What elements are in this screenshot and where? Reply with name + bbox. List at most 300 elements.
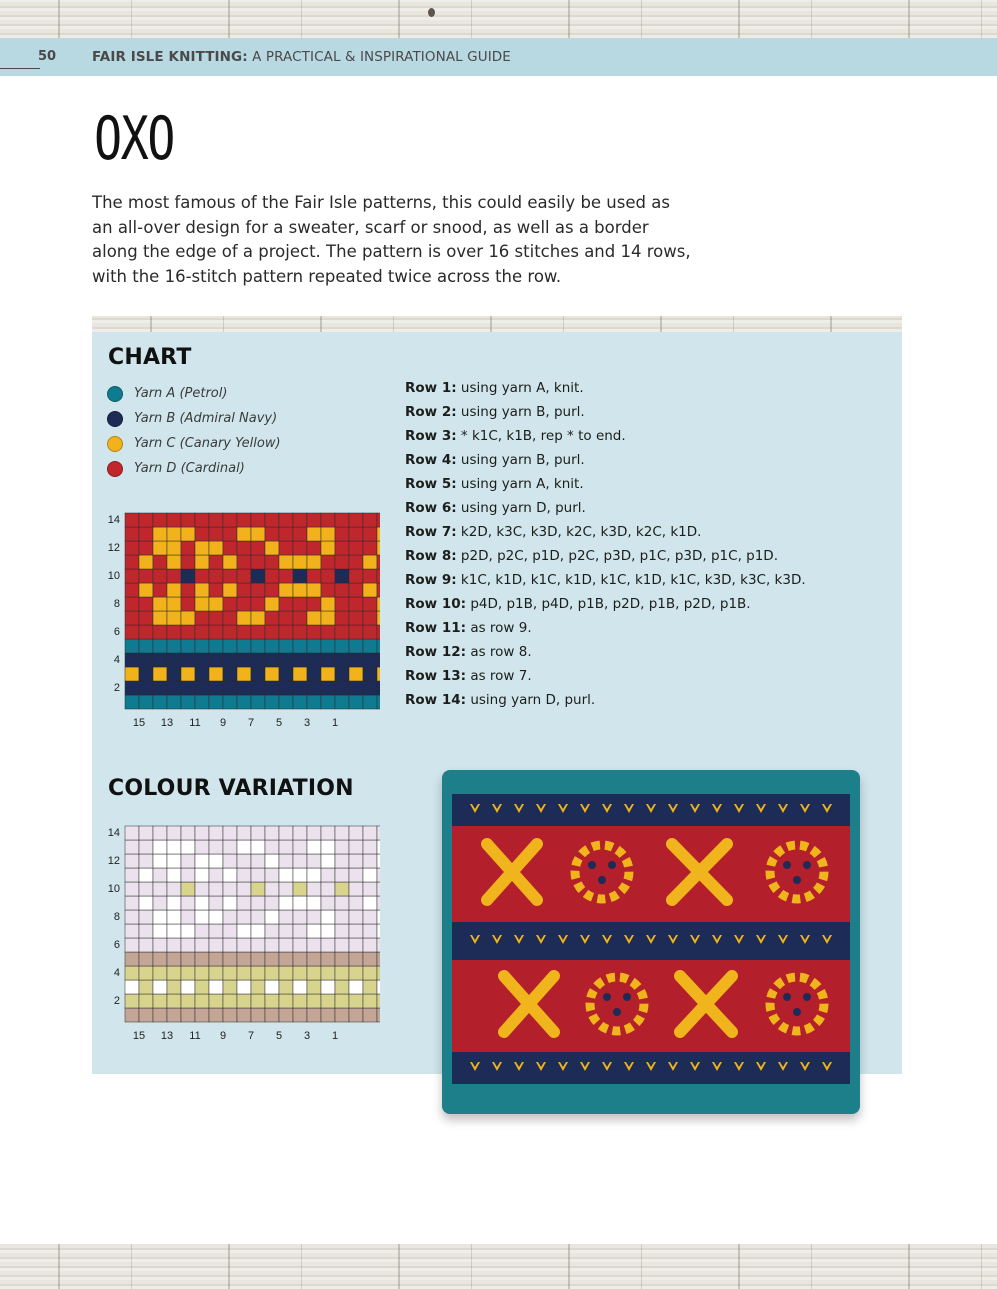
chart-cell <box>125 980 139 994</box>
chart-cell <box>279 910 293 924</box>
chart-cell <box>293 569 307 583</box>
chart-cell <box>265 896 279 910</box>
chart-cell <box>125 653 139 667</box>
chart-cell <box>335 583 349 597</box>
chart-cell <box>335 639 349 653</box>
chart-cell <box>293 826 307 840</box>
instruction-row <box>405 690 806 714</box>
chart-cell <box>307 924 321 938</box>
chart-cell <box>265 826 279 840</box>
chart-cell <box>223 938 237 952</box>
chart-cell <box>377 513 380 527</box>
chart-cell <box>167 695 181 709</box>
chart-cell <box>335 611 349 625</box>
row-number-label: 4 <box>113 654 120 666</box>
chart-cell <box>125 1008 139 1022</box>
swatch-v-stitch <box>778 935 788 944</box>
legend-label: Yarn A (Petrol) <box>134 386 228 401</box>
chart-cell <box>279 681 293 695</box>
book-title <box>92 49 511 65</box>
chart-cell <box>195 625 209 639</box>
chart-cell <box>153 882 167 896</box>
chart-cell <box>167 826 181 840</box>
chart-cell <box>251 667 265 681</box>
chart-cell <box>321 994 335 1008</box>
chart-cell <box>223 966 237 980</box>
chart-cell <box>237 555 251 569</box>
chart-cell <box>321 583 335 597</box>
chart-cell <box>377 966 380 980</box>
chart-cell <box>293 938 307 952</box>
chart-cell <box>321 555 335 569</box>
chart-cell <box>321 667 335 681</box>
chart-cell <box>293 966 307 980</box>
chart-cell <box>153 555 167 569</box>
row-text: * k1C, k1B, rep * to end. <box>456 428 626 444</box>
swatch-v-stitch <box>536 1062 546 1071</box>
chart-cell <box>321 980 335 994</box>
row-number-label: 14 <box>107 827 120 839</box>
chart-cell <box>349 826 363 840</box>
chart-cell <box>279 840 293 854</box>
chart-cell <box>293 555 307 569</box>
chart-cell <box>251 924 265 938</box>
chart-cell <box>265 583 279 597</box>
chart-cell <box>209 611 223 625</box>
row-number-label: 10 <box>107 883 120 895</box>
swatch-v-stitch <box>800 804 810 813</box>
chart-cell <box>307 980 321 994</box>
swatch-v-stitch <box>712 804 722 813</box>
chart-cell <box>349 527 363 541</box>
chart-cell <box>195 840 209 854</box>
swatch-v-stitch <box>470 935 480 944</box>
chart-cell <box>195 611 209 625</box>
wood-background-top <box>0 0 997 38</box>
chart-cell <box>195 826 209 840</box>
chart-cell <box>167 938 181 952</box>
chart-cell <box>335 555 349 569</box>
swatch-v-stitch <box>514 804 524 813</box>
chart-cell <box>223 1008 237 1022</box>
chart-cell <box>223 980 237 994</box>
legend-label: Yarn C (Canary Yellow) <box>134 436 281 451</box>
chart-cell <box>125 527 139 541</box>
stitch-number-label: 1 <box>331 1030 339 1042</box>
chart-cell <box>363 1008 377 1022</box>
swatch-motifs <box>442 770 860 1114</box>
chart-cell <box>139 896 153 910</box>
chart-cell <box>223 681 237 695</box>
chart-cell <box>209 639 223 653</box>
chart-cell <box>223 994 237 1008</box>
chart-cell <box>139 681 153 695</box>
chart-cell <box>251 910 265 924</box>
chart-cell <box>167 597 181 611</box>
chart-cell <box>321 882 335 896</box>
chart-cell <box>307 1008 321 1022</box>
chart-cell <box>125 952 139 966</box>
chart-cell <box>293 527 307 541</box>
yarn-legend <box>107 381 281 481</box>
chart-cell <box>223 882 237 896</box>
chart-cell <box>349 695 363 709</box>
row-text: p4D, p1B, p4D, p1B, p2D, p1B, p2D, p1B. <box>466 596 751 612</box>
swatch-v-stitch <box>514 935 524 944</box>
chart-cell <box>209 994 223 1008</box>
chart-cell <box>307 882 321 896</box>
row-number-label: 12 <box>107 855 120 867</box>
chart-cell <box>139 840 153 854</box>
chart-cell <box>237 882 251 896</box>
chart-cell <box>153 1008 167 1022</box>
chart-cell <box>363 840 377 854</box>
chart-cell <box>265 1008 279 1022</box>
chart-cell <box>209 597 223 611</box>
swatch-v-stitch <box>778 1062 788 1071</box>
chart-cell <box>377 840 380 854</box>
intro-line: an all-over design for a sweater, scarf or snood, as well as a border <box>92 217 649 237</box>
chart-cell <box>125 854 139 868</box>
chart-cell <box>293 980 307 994</box>
row-number-label: 6 <box>113 939 120 951</box>
chart-cell <box>139 980 153 994</box>
swatch-v-stitch <box>558 804 568 813</box>
chart-cell <box>279 966 293 980</box>
swatch-v-stitch <box>536 804 546 813</box>
chart-cell <box>167 583 181 597</box>
chart-cell <box>335 695 349 709</box>
chart-cell <box>223 625 237 639</box>
chart-cell <box>153 980 167 994</box>
row-label: Row 13: <box>405 668 467 684</box>
row-label: Row 1: <box>405 380 457 396</box>
chart-cell <box>377 938 380 952</box>
yarn-d-color-dot <box>107 461 123 477</box>
chart-cell <box>363 938 377 952</box>
chart-cell <box>321 639 335 653</box>
swatch-v-stitch <box>602 935 612 944</box>
legend-item-yarn-a <box>107 381 281 406</box>
intro-paragraph <box>92 191 691 289</box>
chart-cell <box>223 597 237 611</box>
chart-cell <box>335 840 349 854</box>
chart-cell <box>265 882 279 896</box>
chart-cell <box>125 994 139 1008</box>
chart-cell <box>335 952 349 966</box>
chart-cell <box>363 513 377 527</box>
chart-cell <box>307 639 321 653</box>
chart-cell <box>265 527 279 541</box>
chart-cell <box>237 541 251 555</box>
chart-cell <box>195 882 209 896</box>
chart-cell <box>377 611 380 625</box>
chart-cell <box>139 583 153 597</box>
row-text: using yarn B, purl. <box>456 404 585 420</box>
chart-cell <box>265 868 279 882</box>
chart-cell <box>167 840 181 854</box>
chart-cell <box>321 868 335 882</box>
chart-cell <box>223 667 237 681</box>
chart-cell <box>265 597 279 611</box>
chart-cell <box>237 667 251 681</box>
chart-cell <box>125 541 139 555</box>
chart-cell <box>237 896 251 910</box>
chart-cell <box>139 653 153 667</box>
chart-cell <box>335 681 349 695</box>
chart-cell <box>237 695 251 709</box>
chart-cell <box>265 980 279 994</box>
chart-cell <box>195 1008 209 1022</box>
chart-cell <box>251 527 265 541</box>
yarn-c-color-dot <box>107 436 123 452</box>
chart-cell <box>335 882 349 896</box>
chart-cell <box>377 555 380 569</box>
chart-cell <box>265 910 279 924</box>
chart-cell <box>251 639 265 653</box>
chart-cell <box>307 966 321 980</box>
chart-cell <box>349 681 363 695</box>
chart-cell <box>335 653 349 667</box>
chart-cell <box>349 583 363 597</box>
instruction-row <box>405 378 806 402</box>
stitch-number-label: 9 <box>219 717 227 729</box>
chart-cell <box>209 938 223 952</box>
colour-variation-heading: COLOUR VARIATION <box>108 776 354 801</box>
chart-cell <box>265 840 279 854</box>
chart-cell <box>349 597 363 611</box>
chart-cell <box>321 910 335 924</box>
chart-cell <box>167 1008 181 1022</box>
swatch-v-stitch <box>822 804 832 813</box>
chart-cell <box>125 569 139 583</box>
chart-cell <box>335 924 349 938</box>
yarn-a-color-dot <box>107 386 123 402</box>
chart-cell <box>349 569 363 583</box>
swatch-v-stitch <box>756 1062 766 1071</box>
chart-cell <box>209 667 223 681</box>
chart-cell <box>237 938 251 952</box>
chart-cell <box>167 653 181 667</box>
chart-cell <box>153 966 167 980</box>
row-label: Row 11: <box>405 620 467 636</box>
chart-cell <box>251 896 265 910</box>
chart-cell <box>153 840 167 854</box>
swatch-v-stitch <box>690 1062 700 1071</box>
chart-cell <box>181 924 195 938</box>
chart-cell <box>265 681 279 695</box>
chart-cell <box>251 597 265 611</box>
chart-cell <box>307 555 321 569</box>
chart-cell <box>307 569 321 583</box>
chart-cell <box>237 854 251 868</box>
running-header <box>0 38 997 76</box>
chart-cell <box>349 924 363 938</box>
swatch-o-motif <box>590 977 644 1031</box>
chart-cell <box>377 597 380 611</box>
chart-cell <box>279 868 293 882</box>
chart-cell <box>377 681 380 695</box>
chart-cell <box>251 653 265 667</box>
swatch-x-motif <box>487 844 537 900</box>
chart-cell <box>307 896 321 910</box>
swatch-v-stitch <box>580 1062 590 1071</box>
stitch-number-label: 7 <box>247 717 255 729</box>
chart-cell <box>293 541 307 555</box>
swatch-x-motif <box>672 844 727 900</box>
chart-cell <box>237 1008 251 1022</box>
instruction-row <box>405 666 806 690</box>
chart-cell <box>307 653 321 667</box>
chart-cell <box>153 625 167 639</box>
chart-cell <box>125 597 139 611</box>
panel-wood-strip <box>92 316 902 332</box>
chart-cell <box>349 513 363 527</box>
yarn-b-color-dot <box>107 411 123 427</box>
stitch-number-label: 13 <box>160 717 174 729</box>
chart-cell <box>363 695 377 709</box>
chart-cell <box>279 826 293 840</box>
chart-cell <box>377 910 380 924</box>
chart-cell <box>195 653 209 667</box>
chart-cell <box>265 924 279 938</box>
chart-cell <box>251 583 265 597</box>
chart-cell <box>349 854 363 868</box>
chart-cell <box>251 695 265 709</box>
chart-cell <box>139 1008 153 1022</box>
chart-cell <box>335 896 349 910</box>
chart-cell <box>307 994 321 1008</box>
row-label: Row 12: <box>405 644 467 660</box>
page-number: 50 <box>38 49 57 64</box>
chart-cell <box>167 868 181 882</box>
swatch-v-stitch <box>734 935 744 944</box>
row-label: Row 6: <box>405 500 457 516</box>
row-instructions <box>405 378 806 714</box>
chart-cell <box>335 513 349 527</box>
chart-cell <box>279 555 293 569</box>
chart-cell <box>363 583 377 597</box>
chart-cell <box>363 653 377 667</box>
chart-cell <box>377 541 380 555</box>
chart-cell <box>195 994 209 1008</box>
chart-cell <box>153 868 167 882</box>
chart-cell <box>363 541 377 555</box>
chart-cell <box>321 952 335 966</box>
chart-cell <box>335 667 349 681</box>
swatch-v-stitch <box>492 1062 502 1071</box>
chart-cell <box>335 966 349 980</box>
swatch-v-stitch <box>712 935 722 944</box>
chart-cell <box>265 966 279 980</box>
row-label: Row 9: <box>405 572 457 588</box>
chart-cell <box>307 583 321 597</box>
row-label: Row 7: <box>405 524 457 540</box>
chart-cell <box>153 597 167 611</box>
chart-cell <box>335 980 349 994</box>
swatch-v-stitch <box>800 935 810 944</box>
chart-cell <box>307 868 321 882</box>
chart-cell <box>181 966 195 980</box>
swatch-v-stitch <box>712 1062 722 1071</box>
chart-cell <box>125 924 139 938</box>
chart-cell <box>321 695 335 709</box>
chart-cell <box>167 966 181 980</box>
row-label: Row 2: <box>405 404 457 420</box>
chart-cell <box>237 840 251 854</box>
chart-cell <box>293 597 307 611</box>
chart-cell <box>321 966 335 980</box>
chart-cell <box>279 1008 293 1022</box>
chart-cell <box>265 555 279 569</box>
chart-cell <box>279 882 293 896</box>
chart-cell <box>265 569 279 583</box>
chart-cell <box>307 611 321 625</box>
chart-cell <box>125 938 139 952</box>
chart-cell <box>153 667 167 681</box>
stitch-number-label: 9 <box>219 1030 227 1042</box>
chart-cell <box>377 695 380 709</box>
chart-cell <box>223 583 237 597</box>
chart-cell <box>349 555 363 569</box>
chart-cell <box>349 625 363 639</box>
swatch-v-stitch <box>734 1062 744 1071</box>
chart-cell <box>335 938 349 952</box>
chart-cell <box>251 868 265 882</box>
chart-cell <box>363 854 377 868</box>
swatch-v-stitch <box>778 804 788 813</box>
swatch-v-stitch <box>756 804 766 813</box>
chart-cell <box>181 854 195 868</box>
chart-cell <box>195 952 209 966</box>
chart-cell <box>279 639 293 653</box>
chart-cell <box>237 625 251 639</box>
instruction-row <box>405 402 806 426</box>
chart-cell <box>139 527 153 541</box>
row-number-label: 14 <box>107 514 120 526</box>
chart-cell <box>181 583 195 597</box>
chart-cell <box>293 994 307 1008</box>
chart-cell <box>167 896 181 910</box>
chart-cell <box>321 924 335 938</box>
chart-cell <box>125 639 139 653</box>
chart-cell <box>195 966 209 980</box>
chart-cell <box>251 569 265 583</box>
chart-cell <box>363 924 377 938</box>
swatch-v-stitch <box>646 935 656 944</box>
chart-cell <box>195 681 209 695</box>
row-label: Row 3: <box>405 428 457 444</box>
chart-cell <box>265 938 279 952</box>
header-rule <box>0 68 40 69</box>
chart-cell <box>279 854 293 868</box>
chart-cell <box>279 597 293 611</box>
chart-cell <box>237 924 251 938</box>
chart-cell <box>349 541 363 555</box>
chart-cell <box>167 667 181 681</box>
instruction-row <box>405 522 806 546</box>
chart-cell <box>363 994 377 1008</box>
chart-cell <box>153 938 167 952</box>
pattern-chart-grid <box>100 505 380 730</box>
chart-cell <box>209 1008 223 1022</box>
chart-cell <box>279 924 293 938</box>
chart-cell <box>293 639 307 653</box>
chart-cell <box>363 868 377 882</box>
chart-cell <box>307 597 321 611</box>
chart-cell <box>251 611 265 625</box>
chart-cell <box>223 653 237 667</box>
